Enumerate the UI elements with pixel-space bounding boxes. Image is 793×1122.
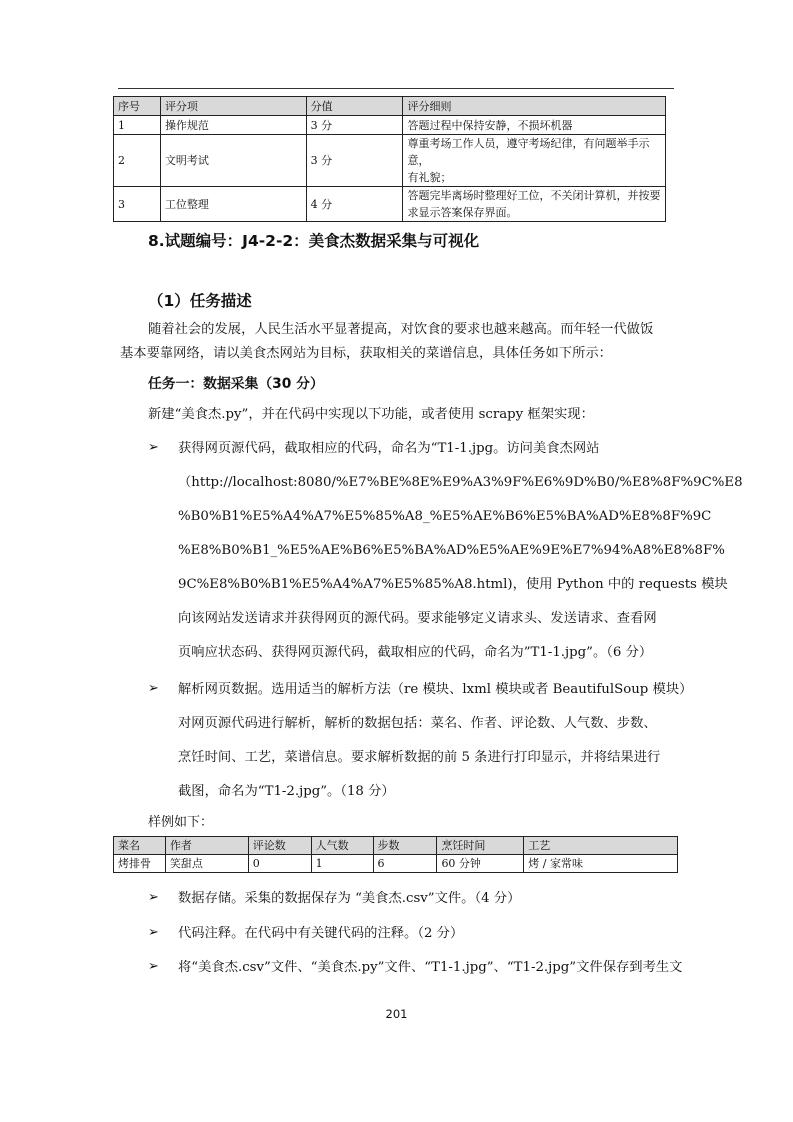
header-score: 分值 [306, 97, 403, 116]
header-craft: 工艺 [524, 837, 678, 855]
bullet1-line: 9C%E8%B0%B1%E5%A4%A7%E5%85%A8.html)，使用 Python 中的 requests 模块 [178, 577, 728, 592]
bullet-marker: ➢ [148, 890, 159, 905]
row-no: 3 [114, 187, 161, 222]
intro-line-1: 随着社会的发展，人民生活水平显著提高，对饮食的要求也越来越高。而年轻一代做饭 [148, 322, 654, 337]
row-score: 4 分 [306, 187, 403, 222]
bullet1-line: （http://localhost:8080/%E7%BE%8E%E9%A3%9F%E6%9D%B0/%E8%8F%9C%E8 [178, 475, 743, 490]
header-detail: 评分细则 [403, 97, 666, 116]
cell-craft: 烤 / 家常味 [524, 855, 678, 873]
subsection-title: （1）任务描述 [148, 292, 252, 310]
table-row [114, 855, 678, 873]
bullet2-text [178, 673, 693, 809]
row-item: 文明考试 [160, 135, 306, 187]
task1-intro: 新建“美食杰.py”，并在代码中实现以下功能，或者使用 scrapy 框架实现： [148, 407, 594, 422]
row-no: 2 [114, 135, 161, 187]
bullet1-line: %B0%B1%E5%A4%A7%E5%85%A8_%E5%AE%B6%E5%BA%AD%E8%8F%9C [178, 509, 712, 524]
header-steps: 步数 [373, 837, 437, 855]
header-comments: 评论数 [248, 837, 311, 855]
bullet1-line: 获得网页源代码，截取相应的代码，命名为“T1-1.jpg。访问美食杰网站 [178, 441, 600, 456]
score-table-header [114, 97, 666, 116]
cell-steps: 6 [373, 855, 437, 873]
detail-line: 尊重考场工作人员，遵守考场纪律，有问题举手示意， [407, 137, 650, 167]
cell-popularity: 1 [311, 855, 373, 873]
cell-dish: 烤排骨 [114, 855, 166, 873]
cell-author: 笑甜点 [165, 855, 248, 873]
bullet-marker: ➢ [148, 959, 159, 974]
header-rule [118, 88, 674, 89]
row-no: 1 [114, 116, 161, 135]
sample-label: 样例如下： [148, 815, 214, 830]
bullet2-line: 对网页源代码进行解析，解析的数据包括：菜名、作者、评论数、人气数、步数、 [178, 716, 657, 731]
score-table [113, 96, 666, 222]
table-row [114, 187, 666, 222]
intro-line-2: 基本要靠网络，请以美食杰网站为目标，获取相关的菜谱信息，具体任务如下所示： [120, 346, 612, 361]
table-row [114, 135, 666, 187]
bullet1-text [178, 432, 743, 670]
row-score: 3 分 [306, 135, 403, 187]
bullet-marker: ➢ [148, 681, 159, 696]
page-number: 201 [385, 1007, 408, 1021]
bullet4-text: 代码注释。在代码中有关键代码的注释。（2 分） [178, 926, 464, 941]
bullet-marker: ➢ [148, 925, 159, 940]
header-author: 作者 [165, 837, 248, 855]
bullet-marker: ➢ [148, 440, 159, 455]
header-no: 序号 [114, 97, 161, 116]
table-row [114, 116, 666, 135]
header-dish: 菜名 [114, 837, 166, 855]
bullet2-line: 烹饪时间、工艺，菜谱信息。要求解析数据的前 5 条进行打印显示，并将结果进行 [178, 750, 661, 765]
task1-title: 任务一：数据采集（30 分） [148, 376, 324, 392]
detail-line: 有礼貌； [407, 171, 452, 184]
row-detail [403, 187, 666, 222]
detail-line: 求显示答案保存界面。 [407, 206, 518, 219]
row-item: 操作规范 [160, 116, 306, 135]
sample-table-header [114, 837, 678, 855]
header-popularity: 人气数 [311, 837, 373, 855]
row-score: 3 分 [306, 116, 403, 135]
bullet2-line: 解析网页数据。选用适当的解析方法（re 模块、lxml 模块或者 BeautifulSoup 模块） [178, 682, 693, 697]
cell-comments: 0 [248, 855, 311, 873]
section-title: 8.试题编号：J4-2-2：美食杰数据采集与可视化 [148, 232, 480, 250]
row-detail [403, 135, 666, 187]
row-detail: 答题过程中保持安静，不损坏机器 [403, 116, 666, 135]
row-item: 工位整理 [160, 187, 306, 222]
bullet5-text: 将“美食杰.csv”文件、“美食杰.py”文件、“T1-1.jpg”、“T1-2.jpg”文件保存到考生文 [178, 960, 683, 975]
bullet1-line: 页响应状态码、获得网页源代码，截取相应的代码，命名为”T1-1.jpg”。（6 分） [178, 645, 653, 660]
sample-table [113, 836, 678, 873]
header-cook-time: 烹饪时间 [437, 837, 524, 855]
cell-cook-time: 60 分钟 [437, 855, 524, 873]
header-item: 评分项 [160, 97, 306, 116]
bullet1-line: %E8%B0%B1_%E5%AE%B6%E5%BA%AD%E5%AE%9E%E7%94%A8%E8%8F% [178, 543, 725, 558]
bullet3-text: 数据存储。采集的数据保存为 “美食杰.csv”文件。（4 分） [178, 891, 521, 906]
bullet1-line: 向该网站发送请求并获得网页的源代码。要求能够定义请求头、发送请求、查看网 [178, 611, 657, 626]
bullet2-line: 截图，命名为“T1-2.jpg”。（18 分） [178, 784, 395, 799]
detail-line: 答题完毕离场时整理好工位，不关闭计算机，并按要 [407, 189, 661, 202]
